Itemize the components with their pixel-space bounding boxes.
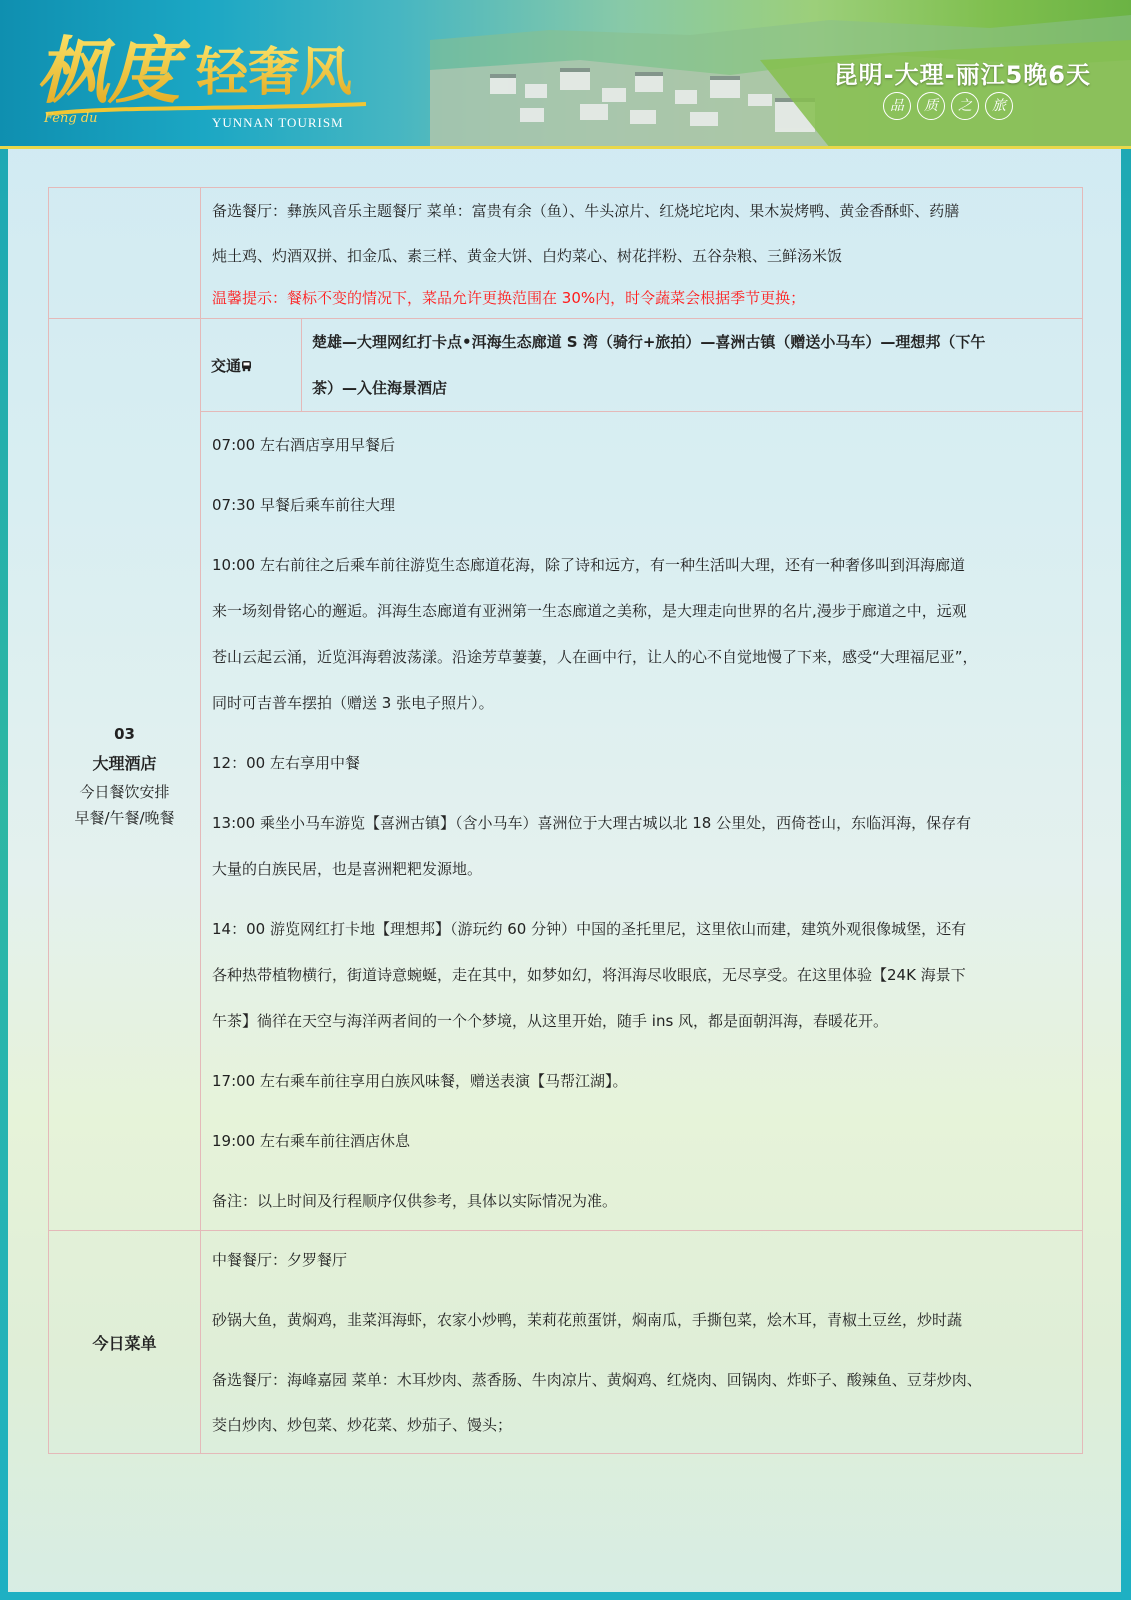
- day-detail-cell: [201, 319, 1083, 1231]
- bus-icon: [241, 360, 252, 372]
- lunch-dishes: 砂锅大鱼，黄焖鸡，韭菜洱海虾，农家小炒鸭，茉莉花煎蛋饼，焖南瓜，手撕包菜，烩木耳，青椒土豆丝，炒时蔬: [212, 1311, 963, 1329]
- transport-label-text: 交通: [211, 356, 242, 375]
- transport-label: [201, 319, 302, 412]
- schedule-line: 17:00 左右乘车前往享用白族风味餐，赠送表演【马帮江湖】。: [212, 1072, 628, 1090]
- schedule-line: 同时可吉普车摆拍（赠送 3 张电子照片）。: [212, 694, 494, 712]
- route-title: 昆明-大理-丽江5晚6天: [833, 61, 1091, 89]
- alt-restaurant-text-cont: 炖土鸡、灼酒双拼、扣金瓜、素三样、黄金大饼、白灼菜心、树花拌粉、五谷杂粮、三鲜汤米饭: [212, 247, 843, 265]
- schedule-line: 14：00 游览网红打卡地【理想邦】（游玩约 60 分钟）中国的圣托里尼，这里依山而建，建筑外观很像城堡，还有: [212, 920, 967, 938]
- day-hotel: 大理酒店: [92, 753, 157, 773]
- table-row-menu: [49, 1231, 1083, 1454]
- meal-label: 今日餐饮安排: [79, 782, 170, 801]
- tagline-char: 品: [883, 92, 911, 120]
- route-line: 茶）—入住海景酒店: [312, 379, 448, 397]
- transport-table: [201, 319, 1082, 412]
- schedule: [201, 412, 1082, 1230]
- schedule-line: 苍山云起云涌，近览洱海碧波荡漾。沿途芳草萋萋，人在画中行，让人的心不自觉地慢了下来，感受“大理福尼亚”，: [212, 648, 978, 666]
- tagline-char: 之: [951, 92, 979, 120]
- left-border: [0, 0, 8, 1600]
- right-border: [1121, 0, 1131, 1600]
- banner-divider: [0, 146, 1131, 149]
- brand-subtitle: YUNNAN TOURISM: [212, 115, 344, 130]
- schedule-line: 07:30 早餐后乘车前往大理: [212, 496, 395, 514]
- schedule-line: 来一场刻骨铭心的邂逅。洱海生态廊道有亚洲第一生态廊道之美称，是大理走向世界的名片,漫步于廊道之中，远观: [212, 602, 967, 620]
- day-number: 03: [114, 724, 135, 743]
- tagline-char: 旅: [985, 92, 1013, 120]
- meals-cell: [201, 188, 1083, 319]
- alt-menu-line: 备选餐厅：海峰嘉园 菜单：木耳炒肉、蒸香肠、牛肉凉片、黄焖鸡、红烧肉、回锅肉、炸虾子、酸辣鱼、豆芽炒肉、: [212, 1371, 982, 1389]
- schedule-line: 大量的白族民居，也是喜洲粑粑发源地。: [212, 860, 483, 878]
- tagline-char: 质: [917, 92, 945, 120]
- meal-list: 早餐/午餐/晚餐: [74, 808, 175, 827]
- schedule-line: 19:00 左右乘车前往酒店休息: [212, 1132, 410, 1150]
- header-banner: [0, 0, 1131, 148]
- route-line: 楚雄—大理网红打卡点•洱海生态廊道 S 湾（骑行+旅拍）—喜洲古镇（赠送小马车）—理想邦（下午: [312, 333, 986, 351]
- table-row-previous-meals: [49, 188, 1083, 319]
- tagline-badges: [883, 92, 1013, 120]
- svg-text:轻奢风: 轻奢风: [196, 43, 353, 103]
- day-cell: [49, 319, 201, 1231]
- schedule-line: 13:00 乘坐小马车游览【喜洲古镇】（含小马车）喜洲位于大理古城以北 18 公里处，西倚苍山，东临洱海，保存有: [212, 814, 972, 832]
- left-cell-empty: [49, 188, 201, 319]
- itinerary-table: [48, 187, 1083, 1454]
- bottom-border: [0, 1592, 1131, 1600]
- schedule-line: 10:00 左右前往之后乘车前往游览生态廊道花海，除了诗和远方，有一种生活叫大理，还有一种奢侈叫到洱海廊道: [212, 556, 966, 574]
- alt-menu-line: 茭白炒肉、炒包菜、炒花菜、炒茄子、馒头；: [212, 1416, 513, 1434]
- notice-text: 温馨提示：餐标不变的情况下，菜品允许更换范围在 30%内，时令蔬菜会根据季节更换；: [212, 289, 806, 307]
- alt-restaurant-text: 备选餐厅：彝族风音乐主题餐厅 菜单：富贵有余（鱼）、牛头凉片、红烧坨坨肉、果木炭烤鸭、黄金香酥虾、药膳: [212, 202, 960, 220]
- schedule-line: 午茶】徜徉在天空与海洋两者间的一个个梦境，从这里开始，随手 ins 风，都是面朝洱海，春暖花开。: [212, 1012, 889, 1030]
- route-cell: [302, 319, 1083, 412]
- schedule-line: 07:00 左右酒店享用早餐后: [212, 436, 395, 454]
- svg-text:枫度: 枫度: [36, 28, 181, 113]
- menu-cell: [201, 1231, 1083, 1454]
- menu-label-cell: [49, 1231, 201, 1454]
- schedule-line: 各种热带植物横行，街道诗意蜿蜒，走在其中，如梦如幻，将洱海尽收眼底，无尽享受。在这里体验【24K 海景下: [212, 966, 966, 984]
- table-row-day3: [49, 319, 1083, 1231]
- schedule-line: 备注：以上时间及行程顺序仅供参考，具体以实际情况为准。: [212, 1192, 618, 1210]
- schedule-line: 12：00 左右享用中餐: [212, 754, 360, 772]
- menu-label: 今日菜单: [92, 1333, 157, 1353]
- svg-text:Feng du: Feng du: [44, 111, 98, 126]
- lunch-restaurant: 中餐餐厅：夕罗餐厅: [212, 1251, 348, 1269]
